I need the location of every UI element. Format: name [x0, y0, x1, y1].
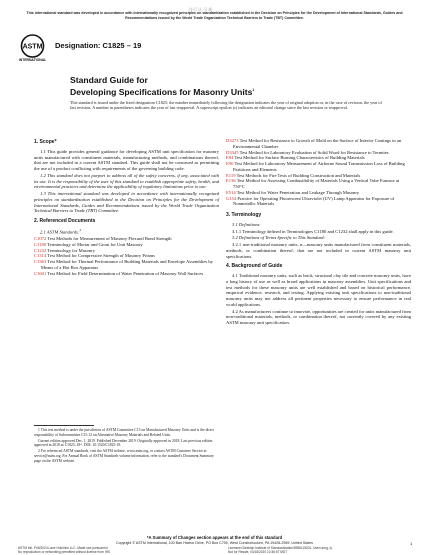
reference-item: [226, 196, 411, 208]
reference-item: [34, 271, 219, 277]
reference-code-link[interactable]: E514: [226, 189, 236, 195]
reference-code-link[interactable]: E90: [226, 161, 234, 166]
reference-title: Test Method for Laboratory Measurement of Airborne Sound Transmission Loss of Building Partitions and Elements: [233, 161, 405, 172]
refs-list-left: [34, 236, 219, 276]
logo-text: INTERNATIONAL: [18, 58, 47, 62]
footnote-1b: Current edition approved Dec. 1, 2019. Published December 2019. Originally approved in 2018. Last previous edition approved in 2018 as C1825–18ᵉ¹. DOI: 10.1520/C1825-19.: [34, 438, 213, 448]
scope-1-2: 1.2 This standard does not purport to address all of the safety concerns, if any, associated with its use. It is the responsibility of the user of this standard to establish appropriate safety, health, and environmental practices and determine the applicability of regulatory limitations prior to use.: [34, 172, 219, 190]
title-footnote-ref: 1: [252, 88, 255, 92]
reference-code-link[interactable]: C1601: [34, 270, 47, 276]
background-4-1: 4.1 Traditional masonry units, such as brick, structural clay tile and concrete masonry units, have a long history of use as well as broad applications in masonry assemblies. Unit specifications and test methods for these masonry units are well established and based on historical performance, empirical evidence, research, and testing. Applying existing unit specifications to non-traditional masonry units may not address all pertinent properties necessary to ensure performance in real world applications.: [226, 273, 411, 307]
svg-text:ASTM: ASTM: [22, 43, 43, 51]
terminology-3-2-1: 3.2.1 non-traditional masonry units, n—masonry units manufactured from constituent materials, methods, or combination thereof, that are not included in current ASTM masonry unit specifications.: [226, 242, 411, 259]
refs-list-right: [226, 138, 411, 207]
license-left: ASTM Intl. Pr/5/2024 Lane Hutchins LLC. Made use pursuant to No reproduction or networking permitted without license from IHS: [18, 546, 111, 554]
reference-item: [226, 178, 411, 190]
page-number: 1: [410, 541, 413, 546]
reference-title: Test Methods for Measurement of Masonry Flexural Bond Strength: [47, 236, 172, 242]
title-line1: Standard Guide for: [70, 75, 148, 85]
reference-item: [226, 161, 411, 173]
terminology-3-2: 3.2 Definitions of Terms Specific to This Standard:: [232, 235, 326, 241]
designation: Designation: C1825 – 19: [55, 41, 142, 50]
reference-title: Test Method for Compressive Strength of Masonry Prisms: [47, 253, 155, 259]
footnote-1: 1 This test method is under the jurisdiction of ASTM Committee C15 on Manufactured Masonry Units and is the direct responsibility of Subcommittee C15.12 on Alternative Masonry Materials and Related Units.: [34, 428, 214, 437]
summary-of-changes-note: *A Summary of Changes section appears at the end of this standard: [146, 535, 283, 540]
footnote-2: 2 For referenced ASTM standards, visit the ASTM website, www.astm.org, or contact ASTM Customer Service at service@astm.org. For Annual Book of ASTM Standards volume information, refer to the standard's Document Summary page on the ASTM website.: [34, 449, 214, 463]
reference-title: Terminology of Mortar and Grout for Unit Masonry: [47, 241, 143, 247]
reference-code-link[interactable]: C1072: [34, 236, 47, 242]
reference-title: Test Method for Assessing Combustibility of Materials Using a Vertical Tube Furnace at 750°C: [233, 178, 400, 189]
reference-code-link[interactable]: E136: [226, 178, 236, 184]
right-column: [226, 138, 411, 327]
background-4-2: 4.2 As manufacturers continue to innovate, opportunities are created for units manufactured from non-traditional materials, methods, or combination thereof, not currently covered by any existing ASTM masonry unit specification.: [226, 308, 411, 325]
reference-code-link[interactable]: C1363: [34, 259, 47, 265]
reference-title: Test Method for Laboratory Evaluation of Solid Wood for Resistance to Termites: [239, 149, 389, 155]
astm-logo-icon: [18, 33, 47, 62]
reference-code-link[interactable]: D3273: [226, 138, 239, 143]
terminology-heading: 3. Terminology: [226, 212, 262, 218]
reference-code-link[interactable]: G154: [226, 195, 237, 201]
reference-title: Test Method for Surface Burning Characteristics of Building Materials: [234, 155, 365, 161]
footnotes: [34, 428, 219, 465]
standards-notice: This international standard was developed in accordance with internationally recognized principles on standardization established in the Decision on Principles for the Development of International Standards, Guides and Recommendations issued by the World Trade Organization Technical Barriers to Trade (TBT) Committee.: [26, 11, 403, 20]
reference-code-link[interactable]: C1314: [34, 253, 47, 259]
reference-title: Test Method for Thermal Performance of Building Materials and Envelope Assemblies by Means of a Hot Box Apparatus: [41, 259, 213, 270]
terminology-3-1: 3.1 Definitions:: [232, 221, 261, 227]
left-column: [34, 138, 219, 276]
reference-item: [34, 259, 219, 271]
title-text: Developing Specifications for Masonry Units: [70, 86, 253, 97]
reference-code-link[interactable]: E84: [226, 155, 234, 161]
refs-heading: 2. Referenced Documents: [34, 218, 96, 224]
copyright-line: Copyright © ASTM International, 100 Barr Harbor Drive, PO Box C700, West Conshohocken, PA 19428-2959. United States: [116, 541, 313, 545]
reference-title: Practice for Operating Fluorescent Ultraviolet (UV) Lamp Apparatus for Exposure of Nonmetallic Materials: [233, 195, 395, 207]
reference-title: Test Methods for Fire Tests of Building Construction and Materials: [236, 172, 361, 178]
reference-code-link[interactable]: C1180: [34, 241, 47, 247]
scope-heading: 1. Scope*: [34, 139, 57, 145]
reference-code-link[interactable]: D3345: [226, 149, 239, 155]
terminology-3-1-1: 3.1.1 Terminology defined in Terminologies C1180 and C1232 shall apply in this guide.: [232, 228, 394, 234]
reference-title: Terminology for Masonry: [47, 247, 95, 253]
scope-1-1: 1.1 This guide provides general guidance for developing ASTM unit specification for masonry units manufactured with constituent materials, manufacturing methods, and combinations thereof, that are not included in a current ASTM standard. This guide shall not be construed as permitting the use of a product conflicting with requirements of the governing building code.: [34, 148, 219, 171]
background-heading: 4. Background of Guide: [226, 263, 283, 270]
reference-item: [226, 138, 411, 150]
reference-title: Test Method for Resistance to Growth of Mold on the Surface of Interior Coatings in an Environmental Chamber: [233, 138, 402, 149]
reference-title: Test Method for Water Penetration and Leakage Through Masonry: [236, 189, 360, 195]
reference-code-link[interactable]: C1232: [34, 247, 47, 253]
footnote-divider: [34, 425, 94, 426]
scope-1-3: 1.3 This international standard was developed in accordance with internationally recognized principles on standardization established in the Decision on Principles for the Development of International Standards, Guides and Recommendations issued by the World Trade Organization Technical Barriers to Trade (TBT) Committee.: [34, 191, 219, 214]
reference-title: Test Method for Field Determination of Water Penetration of Masonry Wall Surfaces: [47, 270, 204, 276]
reference-code-link[interactable]: E119: [226, 172, 236, 178]
document-title: [70, 75, 370, 97]
title-line2: [70, 85, 370, 97]
watermark: 许可 认 可 新: [189, 7, 213, 12]
refs-subheading: 2.1 ASTM Standards:$^2$: [40, 227, 82, 235]
issuance-note: This standard is issued under the fixed designation C1825; the number immediately following the designation indicates the year of original adoption or, in the case of revision, the year of last revision. A number in parentheses indicates the year of last reapproval. A superscript epsilon (ε) indicates an editorial change since the last revision or reapproval.: [70, 100, 382, 111]
license-right: Licensee=Desktop Institute of Standardization/5956115001, User=sorg, ly Not for Resale, 04/16/2020 10:36:57 MDT: [228, 546, 332, 554]
